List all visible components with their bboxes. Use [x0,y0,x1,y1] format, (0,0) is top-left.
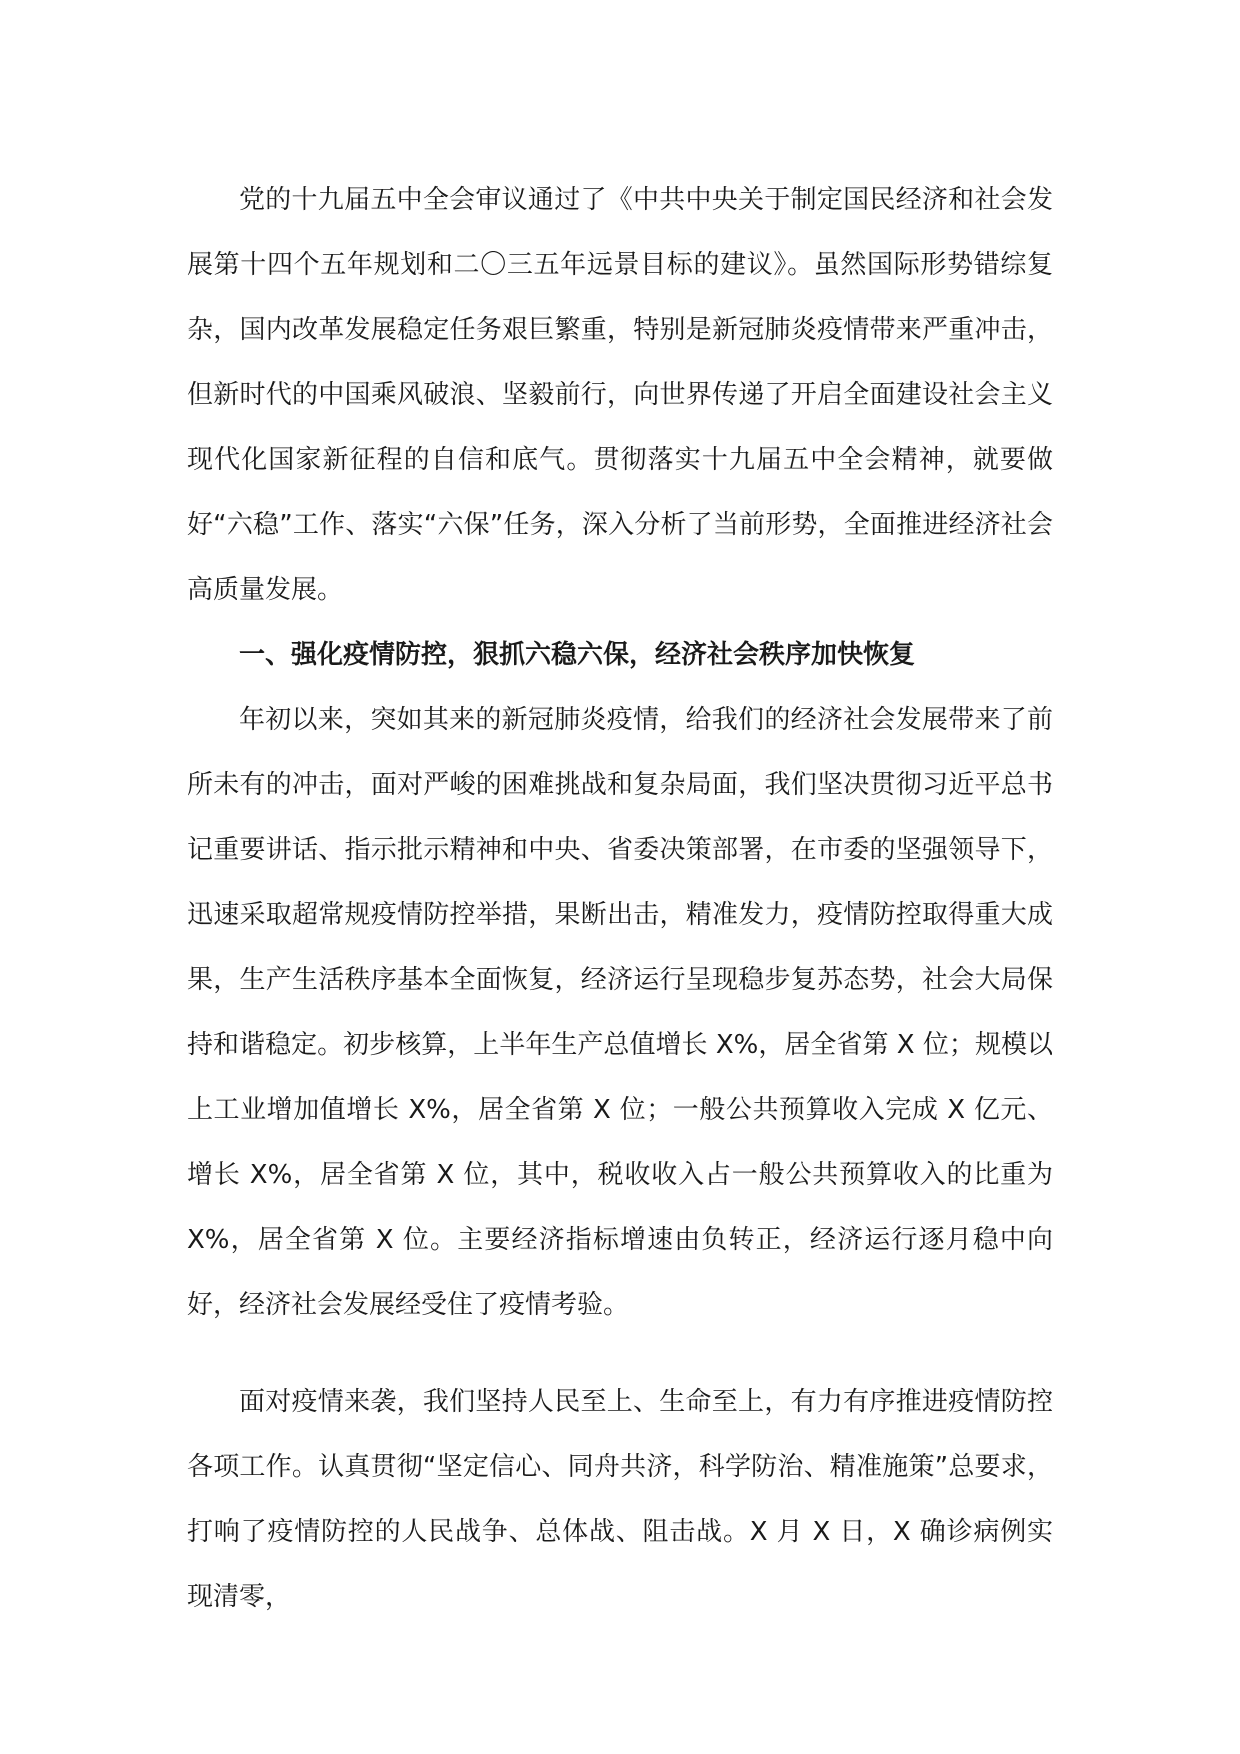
body-paragraph: 年初以来，突如其来的新冠肺炎疫情，给我们的经济社会发展带来了前所未有的冲击，面对严峻的困难挑战和复杂局面，我们坚决贯彻习近平总书记重要讲话、指示批示精神和中央、省委决策部署，在市委的坚强领导下，迅速采取超常规疫情防控举措，果断出击，精准发力，疫情防控取得重大成果，生产生活秩序基本全面恢复，经济运行呈现稳步复苏态势，社会大局保持和谐稳定。初步核算，上半年生产总值增长 X%，居全省第 X 位；规模以上工业增加值增长 X%，居全省第 X 位；一般公共预算收入完成 X 亿元、增长 X%，居全省第 X 位，其中，税收收入占一般公共预算收入的比重为 X%，居全省第 X 位。主要经济指标增速由负转正，经济运行逐月稳中向好，经济社会发展经受住了疫情考验。 [187,705,1053,1320]
body-paragraph: 面对疫情来袭，我们坚持人民至上、生命至上，有力有序推进疫情防控各项工作。认真贯彻“坚定信心、同舟共济，科学防治、精准施策”总要求，打响了疫情防控的人民战争、总体战、阻击战。X 月 X 日，X 确诊病例实现清零， [187,1387,1053,1612]
intro-paragraph: 党的十九届五中全会审议通过了《中共中央关于制定国民经济和社会发展第十四个五年规划和二〇三五年远景目标的建议》。虽然国际形势错综复杂，国内改革发展稳定任务艰巨繁重，特别是新冠肺炎疫情带来严重冲击，但新时代的中国乘风破浪、坚毅前行，向世界传递了开启全面建设社会主义现代化国家新征程的自信和底气。贯彻落实十九届五中全会精神，就要做好“六稳”工作、落实“六保”任务，深入分析了当前形势，全面推进经济社会高质量发展。 [187,185,1053,605]
section-heading: 一、强化疫情防控，狠抓六稳六保，经济社会秩序加快恢复 [239,640,916,670]
document-body [187,168,1053,1630]
